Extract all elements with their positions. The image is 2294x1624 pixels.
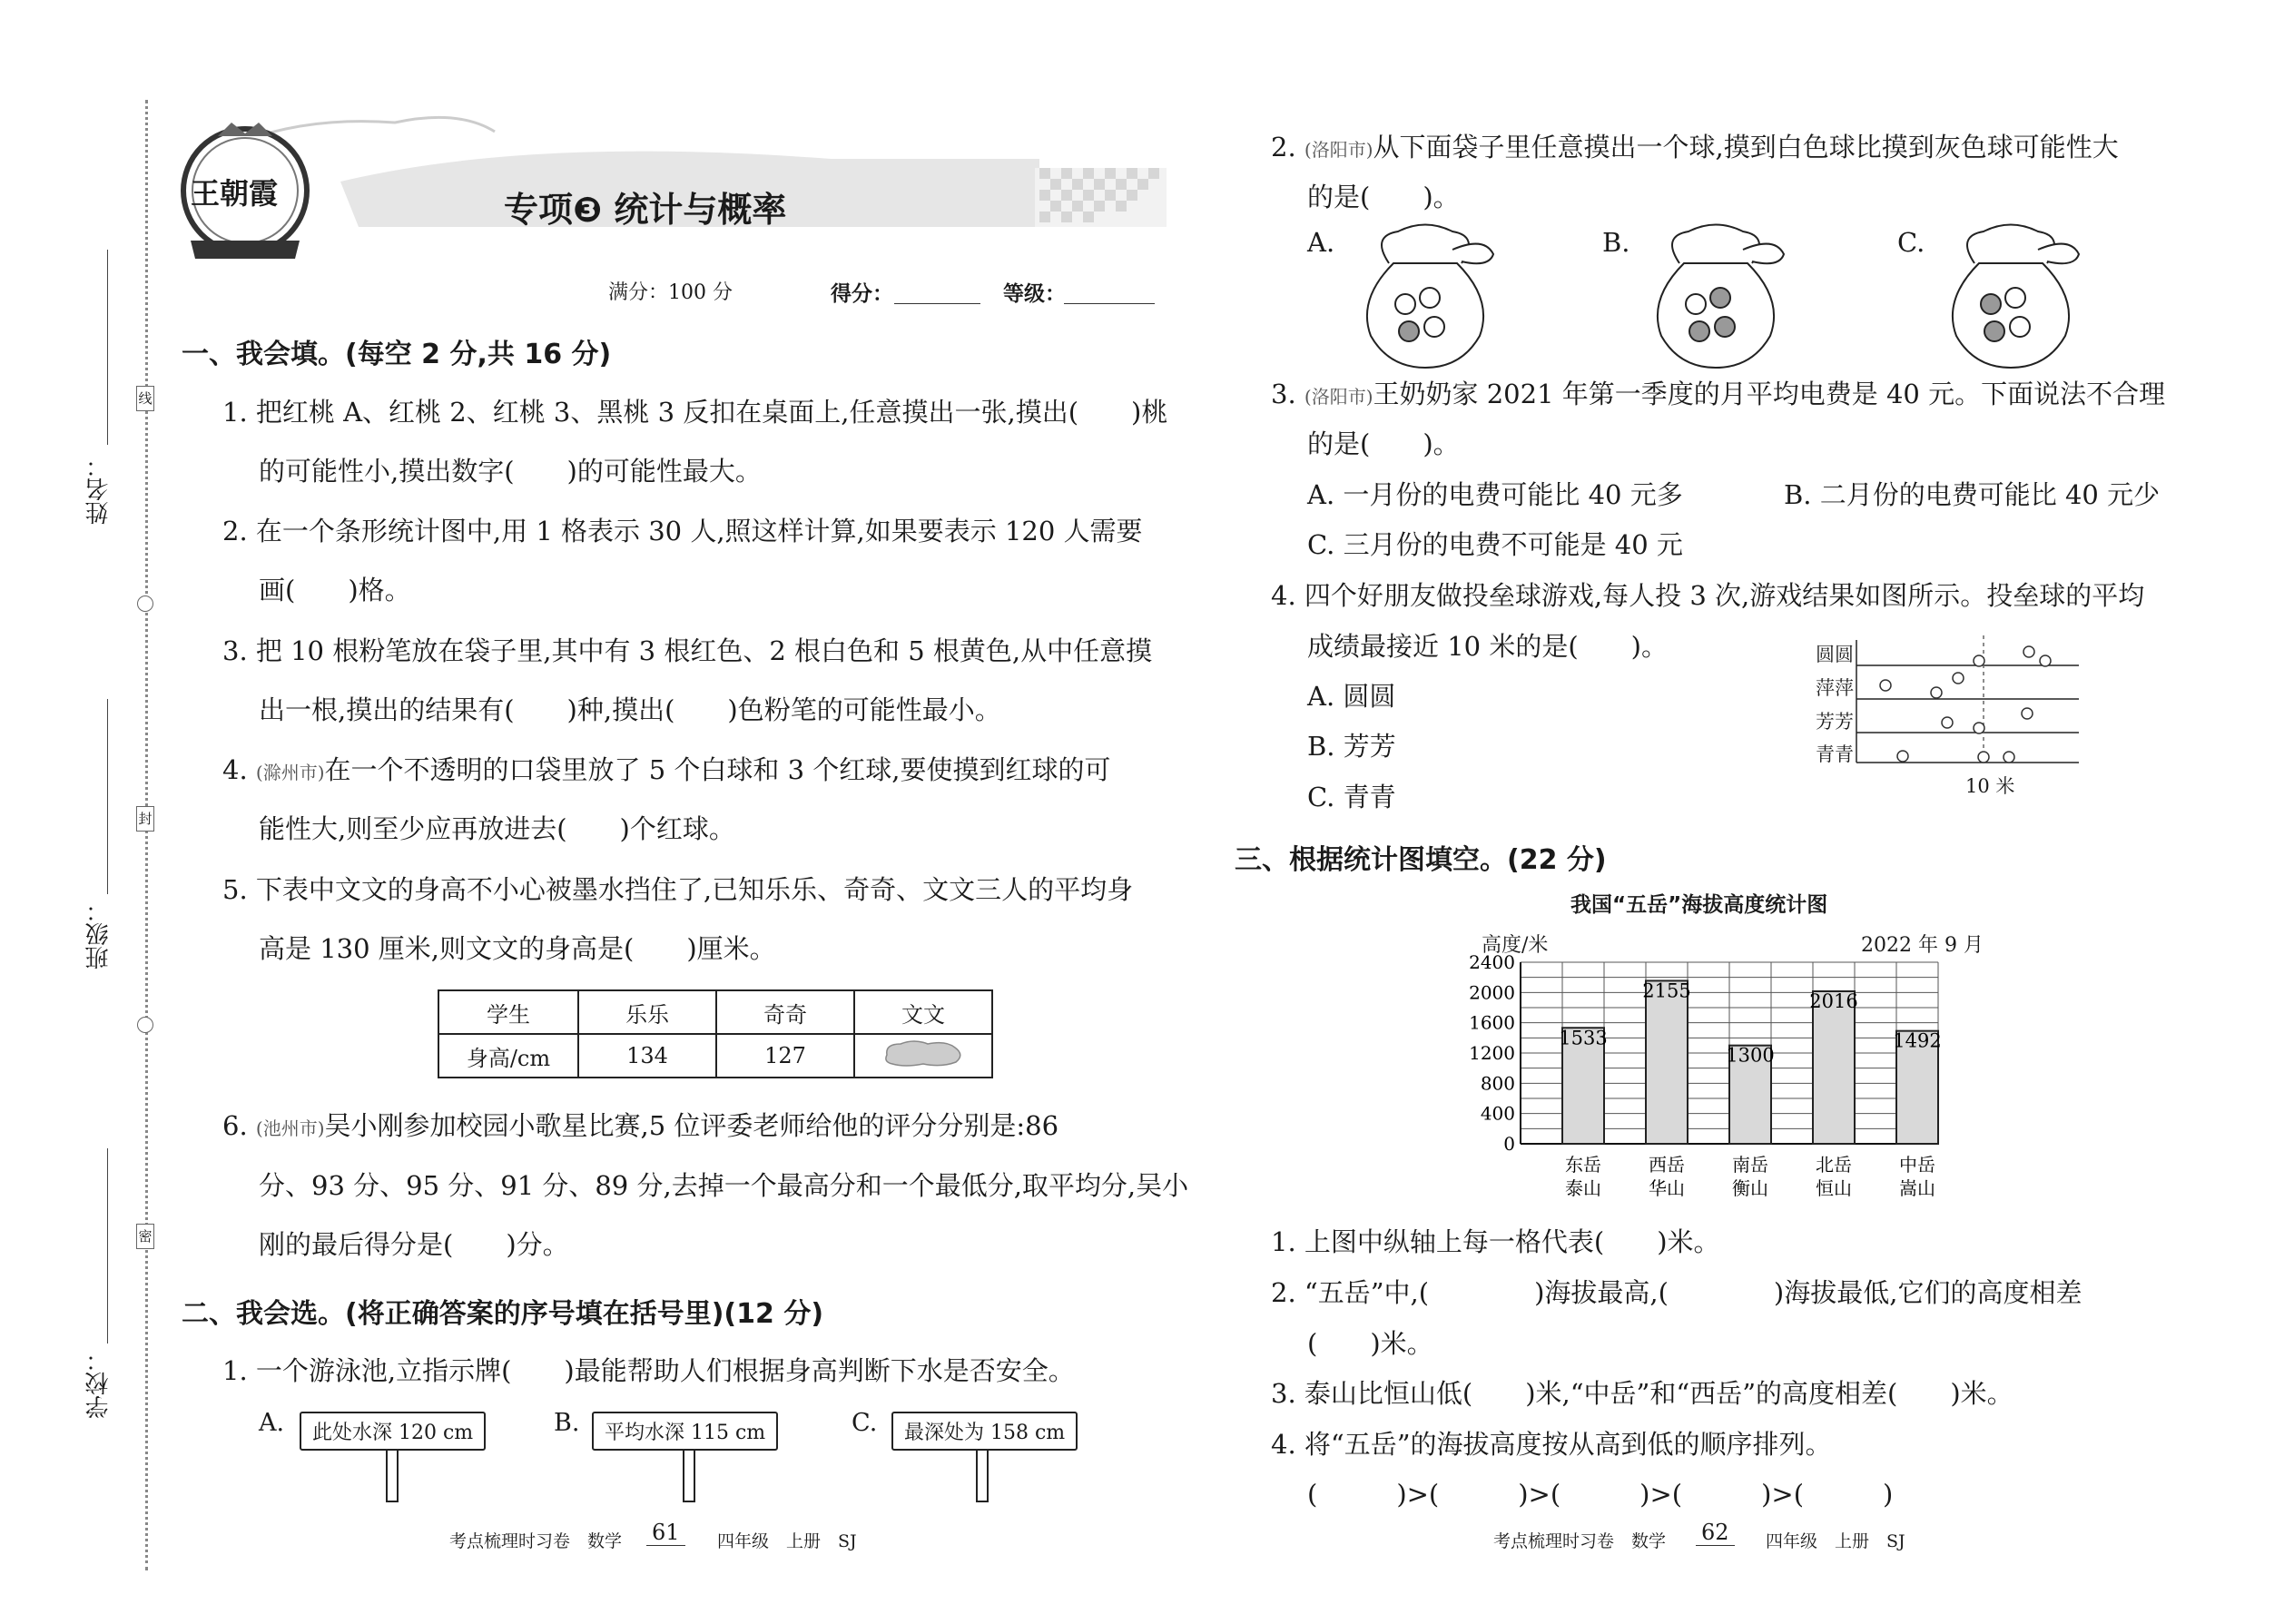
footer-right-text: 考点梳理时习卷 数学 (1493, 1531, 1667, 1551)
category-label: 东岳 (1565, 1154, 1601, 1176)
s2-q3-option-c: C. 三月份的电费不可能是 40 元 (1307, 529, 1683, 560)
s3-q2-line1: 2. “五岳”中,( )海拔最高,( )海拔最低,它们的高度相差 (1271, 1277, 2082, 1308)
logo-text: 王朝霞 (191, 176, 279, 211)
s1-q6-line1: 6. (池州市)吴小刚参加校园小歌星比赛,5 位评委老师给他的评分分别是:86 (222, 1110, 1059, 1141)
dot (1974, 723, 1984, 733)
page-number-right: 62 (1696, 1520, 1735, 1546)
score-blank[interactable] (894, 303, 980, 304)
dot (1953, 673, 1964, 684)
bag-c-icon (1938, 218, 2083, 372)
category-label: 泰山 (1565, 1177, 1601, 1199)
s1-q6-line2: 分、93 分、95 分、91 分、89 分,去掉一个最高分和一个最低分,取平均分,吴小 (259, 1170, 1189, 1201)
dot (2040, 655, 2051, 666)
category-label: 恒山 (1816, 1177, 1852, 1199)
s1-q4-line2: 能性大,则至少应再放进去( )个红球。 (259, 813, 735, 844)
category-label: 西岳 (1649, 1154, 1685, 1176)
s1-q3-line2: 出一根,摸出的结果有( )种,摸出( )色粉笔的可能性最小。 (259, 694, 1001, 725)
dot (1897, 751, 1908, 762)
sign-a: 此处水深 120 cm (300, 1412, 486, 1451)
binding-hole (137, 1017, 153, 1033)
ink-blot-cell (854, 1034, 992, 1078)
binding-hole (137, 595, 153, 612)
s2-q1: 1. 一个游泳池,立指示牌( )最能帮助人们根据身高判断下水是否安全。 (222, 1355, 1075, 1386)
s2-q3-city: (洛阳市) (1304, 386, 1373, 408)
seal-mark-secret: 密 (136, 1224, 154, 1249)
page-number-left: 61 (646, 1520, 685, 1546)
s2-q4-option-c: C. 青青 (1307, 782, 1396, 812)
dot-name: 青青 (1816, 743, 1854, 765)
category-label: 南岳 (1732, 1154, 1768, 1176)
s1-q4-city: (滁州市) (255, 762, 325, 783)
dot-name: 圆圆 (1816, 644, 1854, 665)
dot (2004, 752, 2014, 763)
s1-q6-line3: 刚的最后得分是( )分。 (259, 1229, 569, 1260)
category-label: 北岳 (1816, 1154, 1852, 1176)
s2-q3-line2: 的是( )。 (1307, 428, 1460, 459)
bar-value-label: 2016 (1809, 990, 1858, 1012)
s1-q1-line1: 1. 把红桃 A、红桃 2、红桃 3、黑桃 3 反扣在桌面上,任意摸出一张,摸出( )桃 (222, 397, 1168, 428)
s3-q4: 4. 将“五岳”的海拔高度按从高到低的顺序排列。 (1271, 1429, 1832, 1460)
table-header: 奇奇 (716, 990, 854, 1034)
class-line (107, 699, 108, 894)
s3-q4-order: ( )>( )>( )>( )>( ) (1307, 1479, 1894, 1510)
sign-post (976, 1451, 989, 1502)
bag-option-b: B. (1602, 227, 1630, 258)
y-tick-label: 0 (1503, 1133, 1515, 1155)
s2-q4-line2: 成绩最接近 10 米的是( )。 (1307, 631, 1668, 662)
dot (2023, 646, 2034, 657)
grade-label: 等级： (1003, 281, 1066, 306)
bar-value-label: 1492 (1893, 1029, 1942, 1052)
sign-b: 平均水深 115 cm (592, 1412, 778, 1451)
full-score: 满分：100 分 (608, 281, 733, 304)
category-label: 华山 (1649, 1177, 1685, 1199)
name-label: 姓名： (85, 454, 113, 525)
bar (1813, 991, 1855, 1144)
s1-q2-line2: 画( )格。 (259, 575, 411, 605)
y-tick-label: 2000 (1469, 981, 1515, 1004)
dot-axis-label: 10 米 (1965, 775, 2015, 797)
sign-option-a: A. (259, 1409, 285, 1437)
sign-option-c: C. (852, 1409, 878, 1437)
chart-ylabel: 高度/米 (1482, 934, 1549, 957)
bag-option-a: A. (1307, 227, 1335, 258)
school-label: 学校： (85, 1348, 113, 1419)
y-tick-label: 1600 (1469, 1011, 1515, 1034)
y-tick-label: 2400 (1469, 953, 1515, 973)
height-table (438, 989, 993, 1078)
section-1-title: 一、我会填。(每空 2 分,共 16 分) (182, 339, 612, 370)
ink-blot-icon (878, 1037, 969, 1069)
dot-name: 萍萍 (1816, 677, 1854, 699)
grade-blank[interactable] (1064, 303, 1155, 304)
chart-title: 我国“五岳”海拔高度统计图 (1570, 893, 1828, 917)
binding-line (145, 100, 148, 1570)
bag-option-c: C. (1897, 227, 1925, 258)
bar-chart (1452, 953, 1997, 1207)
class-label: 班级： (85, 899, 113, 969)
bar-value-label: 1300 (1726, 1044, 1775, 1067)
bar (1646, 980, 1688, 1144)
table-header: 文文 (854, 990, 992, 1034)
chart-date: 2022 年 9 月 (1861, 934, 1984, 957)
s2-q4-option-b: B. 芳芳 (1307, 731, 1396, 762)
s1-q5-line1: 5. 下表中文文的身高不小心被墨水挡住了,已知乐乐、奇奇、文文三人的平均身 (222, 874, 1134, 905)
s2-q3-option-a: A. 一月份的电费可能比 40 元多 (1307, 479, 1683, 510)
table-cell: 134 (578, 1034, 716, 1078)
sign-option-b: B. (554, 1409, 580, 1437)
dot (1880, 680, 1891, 691)
category-label: 中岳 (1899, 1154, 1935, 1176)
bag-a-icon (1353, 218, 1498, 372)
s1-q4-line1: 4. (滁州市)在一个不透明的口袋里放了 5 个白球和 3 个红球,要使摸到红球的可 (222, 754, 1111, 785)
school-line (107, 1148, 108, 1343)
table-header: 乐乐 (578, 990, 716, 1034)
s3-q3: 3. 泰山比恒山低( )米,“中岳”和“西岳”的高度相差( )米。 (1271, 1378, 2013, 1409)
s1-q5-line2: 高是 130 厘米,则文文的身高是( )厘米。 (259, 933, 776, 964)
table-header: 学生 (438, 990, 578, 1034)
sign-post (386, 1451, 399, 1502)
sign-c: 最深处为 158 cm (891, 1412, 1078, 1451)
s1-q3-line1: 3. 把 10 根粉笔放在袋子里,其中有 3 根红色、2 根白色和 5 根黄色,从中任意摸 (222, 635, 1153, 666)
bar-value-label: 2155 (1642, 979, 1691, 1002)
footer-left-grade: 四年级 上册 SJ (717, 1531, 857, 1551)
s1-q1-line2: 的可能性小,摸出数字( )的可能性最大。 (259, 456, 762, 487)
score-label: 得分： (831, 281, 893, 306)
category-label: 衡山 (1732, 1177, 1768, 1199)
page-title: 专项❸ 统计与概率 (504, 190, 787, 230)
s2-q2-city: (洛阳市) (1304, 139, 1373, 161)
name-line (107, 250, 108, 445)
dot (1978, 752, 1989, 763)
category-label: 嵩山 (1899, 1177, 1935, 1199)
seal-mark-line: 线 (136, 386, 154, 411)
s2-q4-option-a: A. 圆圆 (1307, 681, 1396, 712)
table-cell: 127 (716, 1034, 854, 1078)
s1-q6-city: (池州市) (255, 1117, 325, 1139)
s2-q4-line1: 4. 四个好朋友做投垒球游戏,每人投 3 次,游戏结果如图所示。投垒球的平均 (1271, 580, 2145, 611)
s2-q3-line1: 3. (洛阳市)王奶奶家 2021 年第一季度的月平均电费是 40 元。下面说法不合理 (1271, 379, 2166, 409)
dot (1942, 717, 1953, 728)
dot-name: 芳芳 (1816, 711, 1854, 733)
section-2-title: 二、我会选。(将正确答案的序号填在括号里)(12 分) (182, 1298, 824, 1330)
table-cell: 身高/cm (438, 1034, 578, 1078)
section-3-title: 三、根据统计图填空。(22 分) (1235, 844, 1607, 876)
y-tick-label: 1200 (1469, 1042, 1515, 1064)
y-tick-label: 800 (1480, 1072, 1515, 1095)
s3-q1: 1. 上图中纵轴上每一格代表( )米。 (1271, 1226, 1720, 1257)
dot (2022, 708, 2033, 719)
sign-post (683, 1451, 695, 1502)
dot (1931, 687, 1942, 698)
footer-right-grade: 四年级 上册 SJ (1766, 1531, 1905, 1551)
s2-q2-line2: 的是( )。 (1307, 182, 1460, 212)
dot (1974, 655, 1984, 666)
bag-b-icon (1643, 218, 1788, 372)
seal-mark-seal: 封 (136, 806, 154, 832)
y-tick-label: 400 (1480, 1102, 1515, 1125)
s2-q3-option-b: B. 二月份的电费可能比 40 元少 (1784, 479, 2161, 510)
footer-left-text: 考点梳理时习卷 数学 (449, 1531, 623, 1551)
s1-q2-line1: 2. 在一个条形统计图中,用 1 格表示 30 人,照这样计算,如果要表示 120 人需要 (222, 516, 1143, 546)
bar-value-label: 1533 (1559, 1027, 1608, 1049)
s3-q2-line2: ( )米。 (1307, 1328, 1433, 1359)
s2-q2-line1: 2. (洛阳市)从下面袋子里任意摸出一个球,摸到白色球比摸到灰色球可能性大 (1271, 132, 2119, 162)
